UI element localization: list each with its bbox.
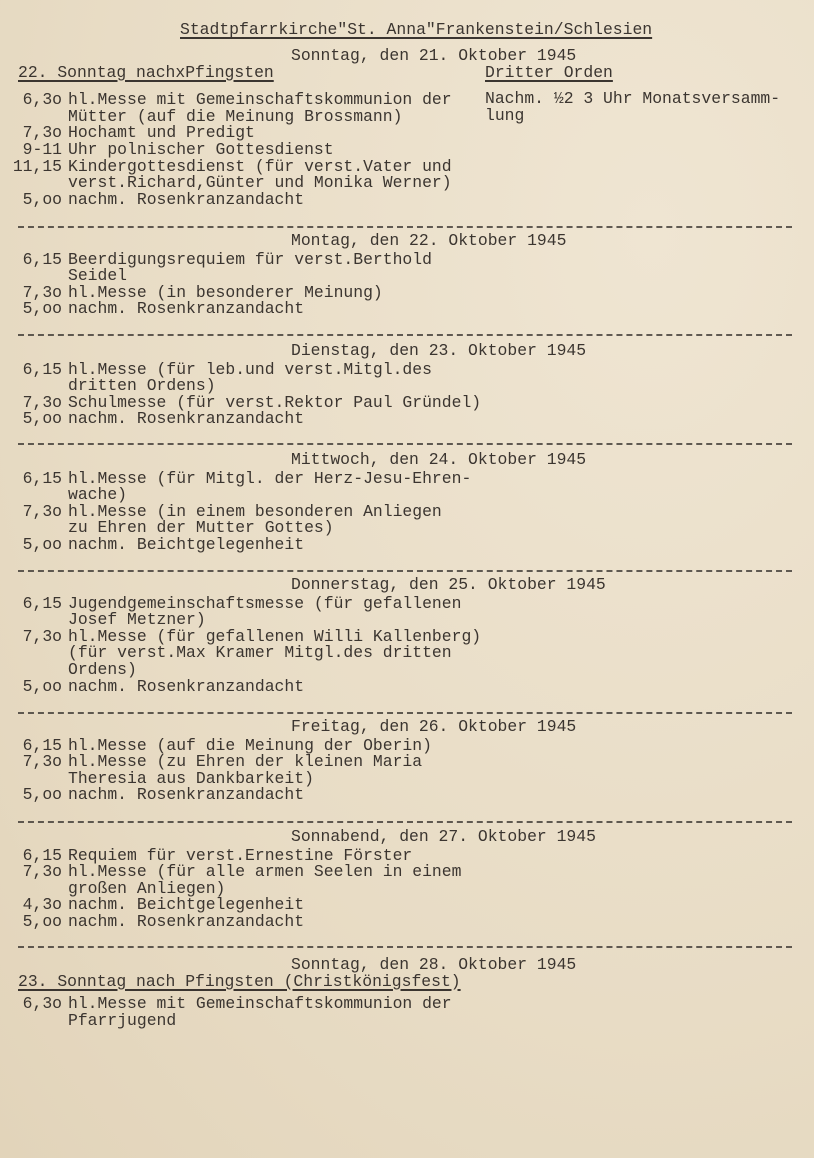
entry-time: 6,15	[22, 468, 62, 488]
entry-text: hl.Messe mit Gemeinschaftskommunion der	[68, 994, 452, 1014]
schedule-entry	[0, 299, 814, 319]
schedule-entry	[0, 627, 814, 644]
schedule-entry	[0, 752, 814, 772]
entry-text: hl.Messe (in besonderer Meinung)	[68, 282, 383, 302]
separator-line	[18, 334, 792, 336]
schedule-entry	[0, 610, 814, 630]
schedule-entry	[0, 643, 814, 663]
entry-text: großen Anliegen)	[68, 878, 226, 898]
entry-text: nachm. Rosenkranzandacht	[68, 299, 305, 319]
schedule-entry	[0, 736, 814, 753]
entry-time: 6,15	[22, 735, 62, 755]
entry-time: 7,3o	[22, 282, 62, 302]
entry-text: Pfarrjugend	[68, 1010, 177, 1030]
entry-text: hl.Messe (in einem besonderen Anliegen	[68, 501, 442, 521]
separator-line	[18, 443, 792, 445]
entry-text: hl.Messe (auf die Meinung der Oberin)	[68, 735, 432, 755]
entry-text: zu Ehren der Mutter Gottes)	[68, 518, 334, 538]
day-date: Freitag, den 26. Oktober 1945	[291, 717, 577, 736]
schedule-entry	[0, 518, 814, 538]
entry-text: nachm. Rosenkranzandacht	[68, 409, 305, 429]
entry-time: 7,3o	[22, 862, 62, 882]
schedule-entry	[0, 677, 814, 694]
side-column-heading: Dritter Orden	[485, 63, 613, 82]
separator-line	[18, 226, 792, 228]
entry-text: Theresia aus Dankbarkeit)	[68, 768, 314, 788]
entry-time: 6,3o	[22, 90, 62, 110]
schedule-entry	[0, 376, 814, 396]
entry-time: 4,3o	[22, 895, 62, 915]
schedule-entry	[0, 660, 814, 677]
entry-text: Beerdigungsrequiem für verst.Berthold	[68, 249, 432, 269]
schedule-entry	[0, 912, 814, 929]
entry-time: 7,3o	[22, 501, 62, 521]
day-date: Sonntag, den 21. Oktober 1945	[291, 46, 577, 65]
schedule-entry	[0, 393, 814, 410]
entry-time: 6,3o	[22, 994, 62, 1014]
schedule-entry	[0, 785, 814, 805]
schedule-entry	[0, 485, 814, 505]
entry-text: Jugendgemeinschaftsmesse (für gefallenen	[68, 593, 462, 613]
schedule-entry	[0, 157, 814, 174]
separator-line	[18, 712, 792, 714]
entry-time: 5,oo	[22, 409, 62, 429]
entry-text: hl.Messe (für Mitgl. der Herz-Jesu-Ehren-	[68, 468, 472, 488]
schedule-entry	[0, 469, 814, 486]
entry-text: Uhr polnischer Gottesdienst	[68, 140, 334, 159]
schedule-entry	[0, 190, 814, 207]
schedule-entry	[0, 862, 814, 882]
day-date: Mittwoch, den 24. Oktober 1945	[291, 450, 587, 469]
entry-text: hl.Messe (für gefallenen Willi Kallenberg)	[68, 626, 482, 646]
entry-time: 6,15	[22, 249, 62, 269]
entry-time: 5,oo	[22, 676, 62, 696]
entry-time: 6,15	[22, 845, 62, 865]
schedule-entry	[0, 250, 814, 267]
entry-text: Schulmesse (für verst.Rektor Paul Gründel)	[68, 392, 482, 412]
schedule-entry	[0, 173, 814, 193]
entry-text: hl.Messe mit Gemeinschaftskommunion der	[68, 90, 452, 110]
entry-time: 5,oo	[22, 299, 62, 319]
entry-text: nachm. Rosenkranzandacht	[68, 912, 305, 931]
entry-text: verst.Richard,Günter und Monika Werner)	[68, 173, 452, 193]
schedule-entry	[0, 594, 814, 611]
day-date: Montag, den 22. Oktober 1945	[291, 231, 567, 250]
entry-text: dritten Ordens)	[68, 376, 216, 396]
entry-time: 6,15	[22, 359, 62, 379]
day-date: Donnerstag, den 25. Oktober 1945	[291, 575, 606, 594]
schedule-entry	[0, 846, 814, 863]
side-column-line: Nachm. ½2 3 Uhr Monatsversamm-	[485, 89, 781, 108]
schedule-entry	[0, 409, 814, 429]
entry-time: 7,3o	[22, 626, 62, 646]
entry-text: hl.Messe (zu Ehren der kleinen Maria	[68, 752, 423, 772]
separator-line	[18, 570, 792, 572]
entry-time: 11,15	[12, 156, 62, 176]
entry-text: Josef Metzner)	[68, 610, 206, 630]
entry-time: 6,15	[22, 593, 62, 613]
side-column-line: lung	[485, 105, 525, 125]
entry-text: wache)	[68, 485, 128, 505]
day-subtitle: 23. Sonntag nach Pfingsten (Christkönigsfest)	[18, 971, 461, 991]
schedule-entry	[0, 123, 814, 143]
day-date: Dienstag, den 23. Oktober 1945	[291, 341, 587, 360]
day-subtitle: 22. Sonntag nachxPfingsten	[18, 62, 274, 82]
schedule-entry	[0, 107, 814, 124]
entry-time: 9-11	[22, 140, 62, 159]
entry-text: Hochamt und Predigt	[68, 123, 255, 143]
schedule-entry	[0, 90, 814, 110]
entry-time: 7,3o	[22, 392, 62, 412]
document-title: Stadtpfarrkirche"St. Anna"Frankenstein/Schlesien	[180, 20, 653, 39]
entry-text: Seidel	[68, 266, 128, 286]
schedule-entry	[0, 895, 814, 915]
schedule-entry	[0, 1011, 814, 1028]
schedule-entry	[0, 535, 814, 552]
entry-time: 7,3o	[22, 123, 62, 143]
entry-text: Ordens)	[68, 660, 137, 679]
day-date: Sonntag, den 28. Oktober 1945	[291, 955, 577, 974]
schedule-entry	[0, 769, 814, 786]
schedule-entry	[0, 360, 814, 377]
entry-time: 5,oo	[22, 535, 62, 554]
entry-text: Requiem für verst.Ernestine Förster	[68, 845, 413, 865]
entry-time: 5,oo	[22, 785, 62, 805]
entry-text: hl.Messe (für leb.und verst.Mitgl.des	[68, 359, 432, 379]
schedule-entry	[0, 879, 814, 896]
entry-text: nachm. Rosenkranzandacht	[68, 676, 305, 696]
entry-text: hl.Messe (für alle armen Seelen in einem	[68, 862, 462, 882]
entry-text: Mütter (auf die Meinung Brossmann)	[68, 106, 403, 126]
entry-text: (für verst.Max Kramer Mitgl.des dritten	[68, 643, 452, 663]
schedule-entry	[0, 994, 814, 1014]
entry-text: nachm. Rosenkranzandacht	[68, 785, 305, 805]
entry-time: 5,oo	[22, 189, 62, 209]
entry-time: 7,3o	[22, 752, 62, 772]
separator-line	[18, 946, 792, 948]
schedule-entry	[0, 283, 814, 300]
schedule-entry	[0, 502, 814, 519]
entry-time: 5,oo	[22, 912, 62, 931]
entry-text: nachm. Beichtgelegenheit	[68, 895, 305, 915]
schedule-entry	[0, 140, 814, 157]
schedule-entry	[0, 266, 814, 286]
entry-text: Kindergottesdienst (für verst.Vater und	[68, 156, 452, 176]
day-date: Sonnabend, den 27. Oktober 1945	[291, 827, 596, 846]
entry-text: nachm. Beichtgelegenheit	[68, 535, 305, 554]
separator-line	[18, 821, 792, 823]
entry-text: nachm. Rosenkranzandacht	[68, 189, 305, 209]
